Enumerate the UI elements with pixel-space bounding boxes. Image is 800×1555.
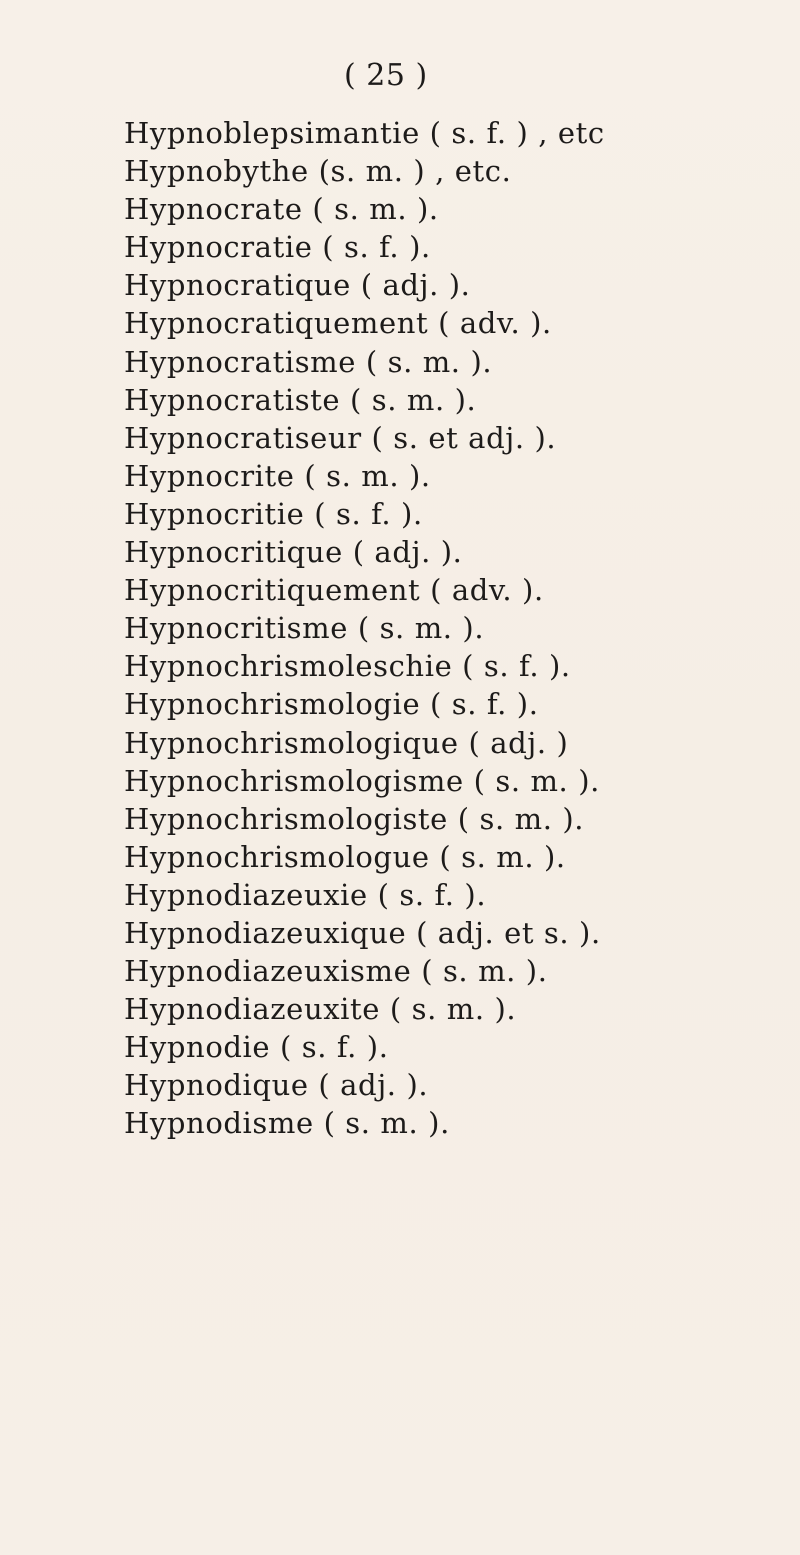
dictionary-entry: Hypnodiazeuxie ( s. f. ). xyxy=(124,877,487,912)
dictionary-entry: Hypnodiazeuxisme ( s. m. ). xyxy=(124,954,548,989)
dictionary-entry: Hypnodiazeuxique ( adj. et s. ). xyxy=(124,915,601,950)
dictionary-entry: Hypnodiazeuxite ( s. m. ). xyxy=(124,992,517,1027)
dictionary-entry: Hypnobythe (s. m. ) , etc. xyxy=(124,154,512,189)
dictionary-entry: Hypnochrismologique ( adj. ) xyxy=(124,725,569,760)
dictionary-entry: Hypnocratiste ( s. m. ). xyxy=(124,382,477,417)
dictionary-entry: Hypnocratie ( s. f. ). xyxy=(124,230,431,265)
dictionary-entry: Hypnodique ( adj. ). xyxy=(124,1068,429,1103)
dictionary-entry: Hypnocritiquement ( adv. ). xyxy=(124,573,544,608)
dictionary-entry-list xyxy=(124,114,764,1143)
dictionary-entry: Hypnocratisme ( s. m. ). xyxy=(124,344,493,379)
dictionary-entry: Hypnodie ( s. f. ). xyxy=(124,1030,389,1065)
dictionary-entry: Hypnochrismologiste ( s. m. ). xyxy=(124,801,585,836)
dictionary-entry: Hypnocratiseur ( s. et adj. ). xyxy=(124,420,557,455)
dictionary-entry: Hypnocratiquement ( adv. ). xyxy=(124,306,552,341)
dictionary-entry: Hypnocritisme ( s. m. ). xyxy=(124,611,485,646)
dictionary-entry: Hypnochrismoleschie ( s. f. ). xyxy=(124,649,571,684)
dictionary-entry: Hypnocratique ( adj. ). xyxy=(124,268,471,303)
page-number: ( 25 ) xyxy=(344,58,428,93)
dictionary-entry: Hypnodisme ( s. m. ). xyxy=(124,1106,450,1141)
dictionary-entry: Hypnochrismologie ( s. f. ). xyxy=(124,687,539,722)
dictionary-entry: Hypnochrismologue ( s. m. ). xyxy=(124,839,566,874)
dictionary-entry: Hypnocrate ( s. m. ). xyxy=(124,192,439,227)
dictionary-entry: Hypnocritique ( adj. ). xyxy=(124,535,463,570)
dictionary-entry: Hypnocrite ( s. m. ). xyxy=(124,458,431,493)
dictionary-entry: Hypnocritie ( s. f. ). xyxy=(124,496,423,531)
dictionary-entry: Hypnoblepsimantie ( s. f. ) , etc xyxy=(124,116,605,150)
dictionary-entry: Hypnochrismologisme ( s. m. ). xyxy=(124,763,600,798)
